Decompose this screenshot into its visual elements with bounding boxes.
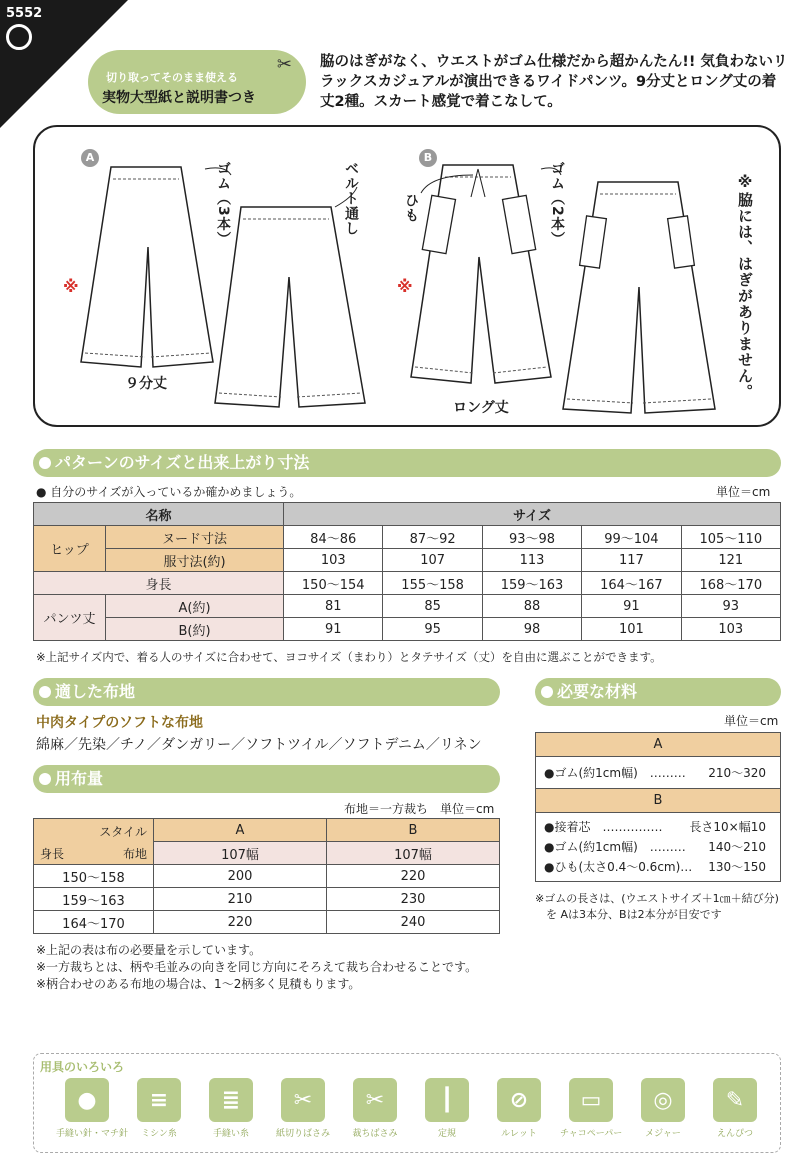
yardage-section-header bbox=[33, 765, 500, 793]
table-cell: 91 bbox=[582, 595, 681, 618]
pants-b-back bbox=[563, 182, 715, 413]
materials-a-head: A bbox=[536, 733, 780, 757]
side-seam-note: ※脇には、はぎがありません。 bbox=[736, 173, 754, 400]
pb-label: B(約) bbox=[106, 618, 284, 641]
thread-icon: ≣ bbox=[209, 1078, 253, 1122]
table-cell: 150〜154 bbox=[284, 572, 383, 595]
size-unit: 単位＝cm bbox=[716, 485, 771, 499]
table-cell: 121 bbox=[681, 549, 780, 572]
pants-a-back bbox=[215, 207, 365, 407]
tool-item bbox=[272, 1078, 334, 1139]
tool-label: チャコペーパー bbox=[560, 1129, 623, 1139]
table-row bbox=[34, 888, 500, 911]
table-cell: 107 bbox=[383, 549, 482, 572]
fabric-sub: 中肉タイプのソフトな布地 bbox=[36, 715, 204, 731]
table-cell: 103 bbox=[681, 618, 780, 641]
bullet-icon bbox=[39, 686, 51, 698]
spool-icon: ≡ bbox=[137, 1078, 181, 1122]
material-value: 130〜150 bbox=[708, 860, 766, 874]
yardage-unit: 布地＝一方裁ち 単位＝cm bbox=[344, 802, 495, 816]
col-a: A bbox=[154, 819, 327, 842]
tool-item bbox=[200, 1078, 262, 1139]
nude-label: ヌード寸法 bbox=[106, 526, 284, 549]
table-cell: 95 bbox=[383, 618, 482, 641]
material-row bbox=[536, 817, 780, 837]
table-cell: 81 bbox=[284, 595, 383, 618]
tracing-wheel-icon: ⊘ bbox=[497, 1078, 541, 1122]
table-row bbox=[34, 911, 500, 934]
th-name: 名称 bbox=[34, 503, 284, 526]
tool-item bbox=[416, 1078, 478, 1139]
tool-label: 裁ちばさみ bbox=[352, 1129, 398, 1139]
tool-label: ミシン糸 bbox=[141, 1129, 177, 1139]
table-cell: 87〜92 bbox=[383, 526, 482, 549]
fabric-label: 布地 bbox=[122, 847, 147, 861]
material-name: ●ゴム(約1cm幅) ……… bbox=[544, 766, 686, 780]
table-cell: 200 bbox=[154, 865, 327, 888]
tool-item bbox=[704, 1078, 766, 1139]
materials-box bbox=[535, 732, 781, 882]
table-cell: 164〜170 bbox=[34, 911, 154, 934]
table-cell: 113 bbox=[482, 549, 581, 572]
tools-title: 用具のいろいろ bbox=[40, 1060, 125, 1074]
fabric-section-title: 適した布地 bbox=[55, 682, 136, 701]
pencil-icon: ✎ bbox=[713, 1078, 757, 1122]
material-value: 210〜320 bbox=[708, 766, 766, 780]
table-cell: 93 bbox=[681, 595, 780, 618]
scissors-icon: ✂ bbox=[276, 54, 292, 75]
b-himo-label: ひも bbox=[403, 193, 419, 223]
bullet-icon bbox=[541, 686, 553, 698]
kome-a: ※ bbox=[63, 277, 79, 296]
badge-line1: 切り取ってそのまま使える bbox=[106, 71, 238, 84]
size-section-header bbox=[33, 449, 781, 477]
height-label-y: 身長 bbox=[40, 847, 65, 861]
table-cell: 240 bbox=[327, 911, 500, 934]
pa-label: A(約) bbox=[106, 595, 284, 618]
fabric-scissors-icon: ✂ bbox=[353, 1078, 397, 1122]
pants-label: パンツ丈 bbox=[34, 595, 106, 641]
tool-label: メジャー bbox=[645, 1129, 681, 1139]
materials-b-head: B bbox=[536, 789, 780, 813]
table-cell: 168〜170 bbox=[681, 572, 780, 595]
table-cell: 85 bbox=[383, 595, 482, 618]
materials-note-1: ※ゴムの長さは、(ウエストサイズ＋1㎝＋結び分) bbox=[535, 892, 779, 905]
table-cell: 101 bbox=[582, 618, 681, 641]
tool-item bbox=[632, 1078, 694, 1139]
materials-unit: 単位＝cm bbox=[724, 714, 779, 728]
table-cell: 98 bbox=[482, 618, 581, 641]
tool-label: 紙切りばさみ bbox=[275, 1129, 330, 1139]
size-section-title: パターンのサイズと出来上がり寸法 bbox=[55, 453, 310, 472]
material-value: 140〜210 bbox=[708, 840, 766, 854]
height-label: 身長 bbox=[34, 572, 284, 595]
th-size: サイズ bbox=[284, 503, 781, 526]
table-cell: 105〜110 bbox=[681, 526, 780, 549]
tool-label: えんぴつ bbox=[716, 1129, 753, 1139]
intro-text: 脇のはぎがなく、ウエストがゴム仕様だから超かんたん!! 気負わないリラックスカジュアルが演出できるワイドパンツ。9分丈とロング丈の着丈2種。スカート感覚で着こなして。 bbox=[320, 54, 788, 110]
a-length-label: ９分丈 bbox=[125, 376, 167, 392]
table-cell: 159〜163 bbox=[482, 572, 581, 595]
col-b: B bbox=[327, 819, 500, 842]
table-cell: 159〜163 bbox=[34, 888, 154, 911]
tool-item bbox=[344, 1078, 406, 1139]
fabric-list: 綿麻／先染／チノ／ダンガリー／ソフトツイル／ソフトデニム／リネン bbox=[36, 737, 482, 753]
table-cell: 220 bbox=[154, 911, 327, 934]
tool-item bbox=[128, 1078, 190, 1139]
size-footnote: ※上記サイズ内で、着る人のサイズに合わせて、ヨコサイズ（まわり）とタテサイズ（丈）を自由に選ぶことができます。 bbox=[36, 650, 662, 664]
tool-label: 手縫い糸 bbox=[212, 1129, 249, 1139]
yardage-note-1: ※上記の表は布の必要量を示しています。 bbox=[36, 943, 262, 957]
tool-label: 定規 bbox=[437, 1129, 456, 1139]
table-cell: 117 bbox=[582, 549, 681, 572]
kome-b: ※ bbox=[397, 277, 413, 296]
table-cell: 93〜98 bbox=[482, 526, 581, 549]
brand-logo-icon bbox=[6, 24, 32, 50]
bullet-icon bbox=[39, 773, 51, 785]
pin-cushion-icon: ● bbox=[65, 1078, 109, 1122]
tool-item bbox=[560, 1078, 622, 1139]
table-cell: 91 bbox=[284, 618, 383, 641]
material-name: ●ゴム(約1cm幅) ……… bbox=[544, 840, 686, 854]
b-length-label: ロング丈 bbox=[453, 400, 509, 416]
pattern-number: 5552 bbox=[6, 6, 43, 21]
yardage-section-title: 用布量 bbox=[55, 769, 104, 788]
material-row bbox=[536, 857, 780, 877]
illustration-panel bbox=[33, 125, 781, 427]
yardage-table bbox=[33, 818, 500, 934]
table-cell: 150〜158 bbox=[34, 865, 154, 888]
table-cell: 99〜104 bbox=[582, 526, 681, 549]
materials-section-header bbox=[535, 678, 781, 706]
b-gomu-label: ゴム（2本） bbox=[549, 161, 565, 247]
table-cell: 164〜167 bbox=[582, 572, 681, 595]
badge-line2: 実物大型紙と説明書つき bbox=[102, 90, 256, 106]
bullet-icon bbox=[39, 457, 51, 469]
materials-note-2: を Aは3本分、Bは2本分が目安です bbox=[546, 908, 722, 921]
fin-label: 服寸法(約) bbox=[106, 549, 284, 572]
table-cell: 230 bbox=[327, 888, 500, 911]
material-name: ●ひも(太さ0.4〜0.6cm)… bbox=[544, 860, 693, 874]
size-subnote: ● 自分のサイズが入っているか確かめましょう。 bbox=[36, 485, 302, 499]
chalk-paper-icon: ▭ bbox=[569, 1078, 613, 1122]
width-b: 107幅 bbox=[327, 842, 500, 865]
hip-label: ヒップ bbox=[34, 526, 106, 572]
table-cell: 155〜158 bbox=[383, 572, 482, 595]
width-a: 107幅 bbox=[154, 842, 327, 865]
tool-label: ルレット bbox=[501, 1129, 537, 1139]
tool-label: 手縫い針・マチ針 bbox=[56, 1129, 129, 1139]
ruler-icon: ┃ bbox=[425, 1078, 469, 1122]
table-cell: 88 bbox=[482, 595, 581, 618]
size-subnote-text: 自分のサイズが入っているか確かめましょう。 bbox=[50, 485, 302, 499]
materials-section-title: 必要な材料 bbox=[557, 682, 638, 701]
material-row bbox=[536, 837, 780, 857]
style-label: スタイル bbox=[99, 825, 147, 839]
feature-badge bbox=[88, 50, 306, 114]
tool-item bbox=[488, 1078, 550, 1139]
yardage-note-3: ※柄合わせのある布地の場合は、1〜2柄多く見積もります。 bbox=[36, 977, 361, 991]
table-cell: 103 bbox=[284, 549, 383, 572]
table-row bbox=[34, 865, 500, 888]
materials-a-row bbox=[536, 757, 780, 789]
size-table bbox=[33, 502, 781, 641]
diag-header bbox=[34, 819, 154, 865]
tool-item bbox=[56, 1078, 129, 1139]
tools-panel bbox=[33, 1053, 781, 1153]
table-cell: 220 bbox=[327, 865, 500, 888]
tape-measure-icon: ◎ bbox=[641, 1078, 685, 1122]
table-cell: 210 bbox=[154, 888, 327, 911]
a-gomu-label: ゴム（3本） bbox=[215, 161, 231, 247]
material-value: 長さ10×幅10 bbox=[689, 820, 766, 834]
variant-b-marker: B bbox=[419, 149, 437, 167]
material-name: ●接着芯 …………… bbox=[544, 820, 663, 834]
yardage-note-2: ※一方裁ちとは、柄や毛並みの向きを同じ方向にそろえて裁ち合わせることです。 bbox=[36, 960, 478, 974]
table-cell: 84〜86 bbox=[284, 526, 383, 549]
pants-a-front bbox=[81, 167, 213, 367]
paper-scissors-icon: ✂ bbox=[281, 1078, 325, 1122]
variant-a-marker: A bbox=[81, 149, 99, 167]
fabric-section-header bbox=[33, 678, 500, 706]
a-belt-label: ベルト通し bbox=[343, 161, 359, 236]
